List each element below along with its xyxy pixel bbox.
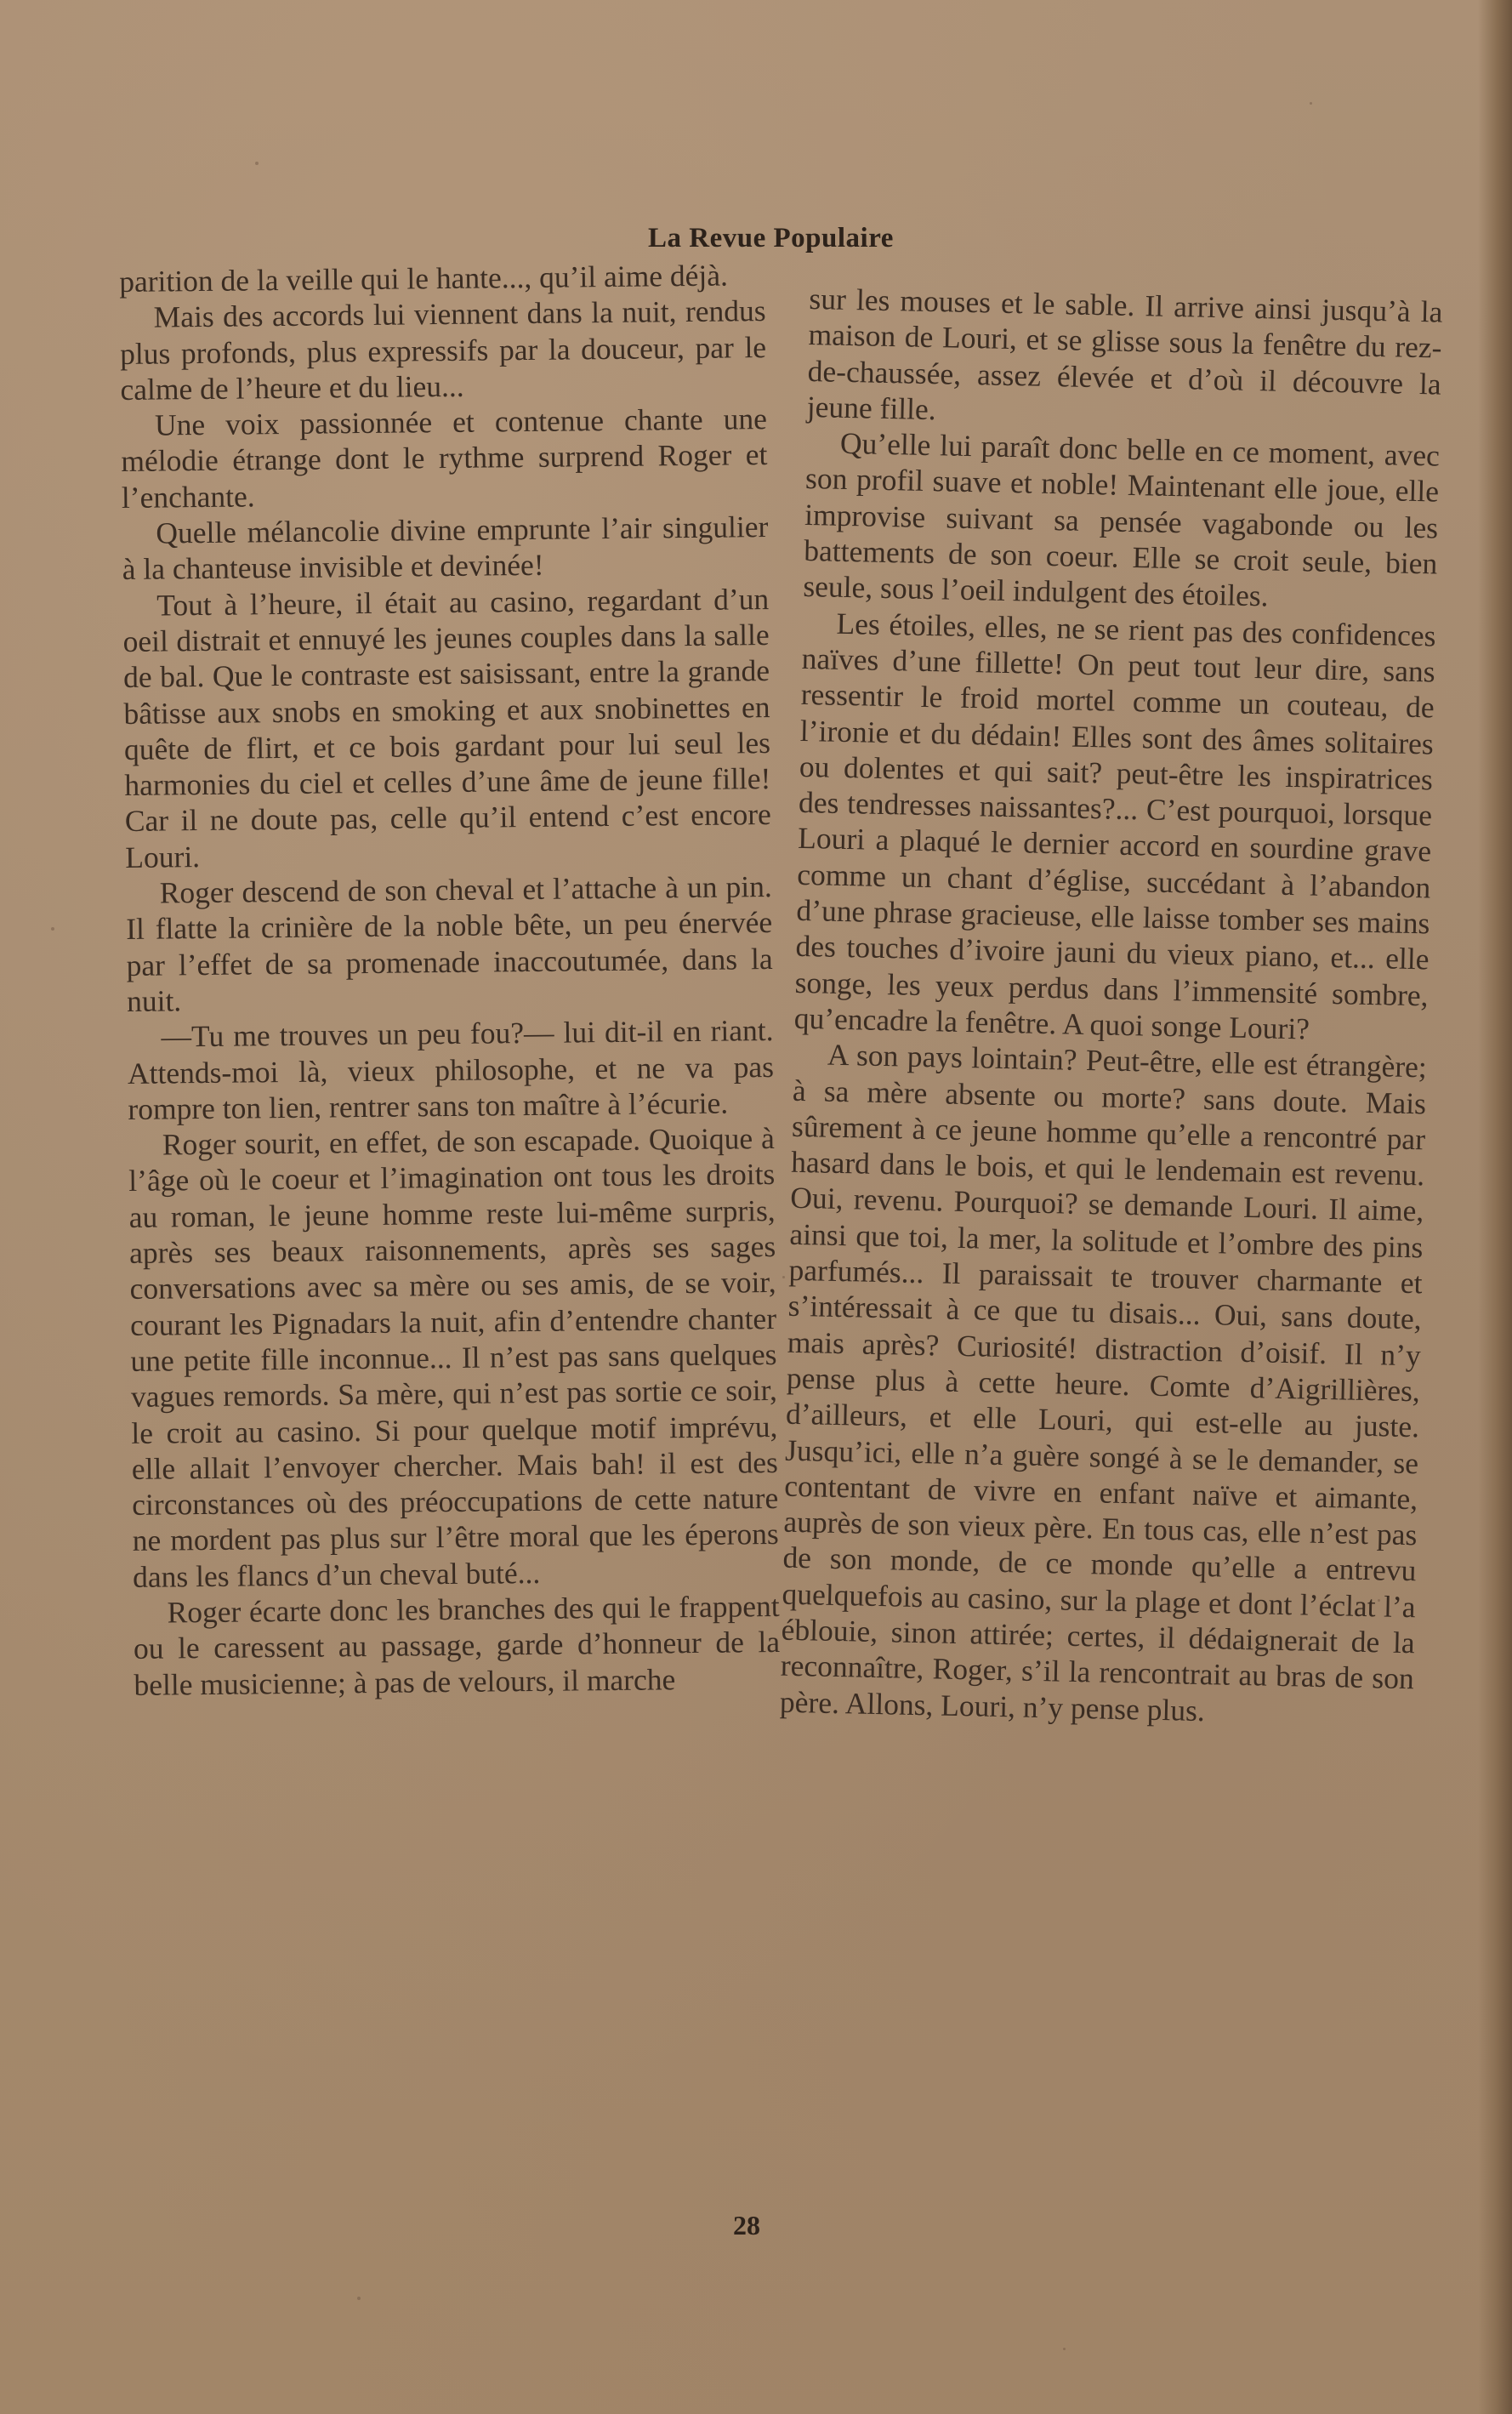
paragraph: Roger sourit, en effet, de son escapade. Quoique à l’âge où le coeur et l’imagination ont tous les droits au roman, le jeune homme reste lui-même surpris, après ses beaux raisonnements, après ses sages conversations avec sa mère ou ses amis, de se voir, courant les Pignadars la nuit, afin d’entendre chanter une petite fille inconnue... Il n’est pas sans quelques vagues remords. Sa mère, qui n’est pas sortie ce soir, le croit au casino. Si pour quelque motif imprévu, elle allait l’envoyer chercher. Mais bah! il est des circonstances où des préoccupations de cette nature ne mordent pas plus sur l’être moral que les éperons dans les flancs d’un cheval buté... (128, 1121, 779, 1594)
paragraph: Roger écarte donc les branches des qui le frappent ou le caressent au passage, garde d’honneur de la belle musicienne; à pas de velours, il marche (133, 1588, 781, 1702)
left-column (119, 257, 781, 1703)
paragraph: A son pays lointain? Peut-être, elle est étrangère; à sa mère absente ou morte? sans doute. Mais sûrement à ce jeune homme qu’elle a rencontré par hasard dans le bois, et qui le lendemain est revenu. Oui, revenu. Pourquoi? se demande Louri. Il aime, ainsi que toi, la mer, la solitude et l’ombre des pins parfumés... Il paraissait te trouver charmante et s’intéressait à ce que tu disais... Oui, sans doute, mais après? Curiosité! distraction d’oisif. Il n’y pense plus à cette heure. Comte d’Aigrillières, d’ailleurs, et elle Louri, qui est-elle au juste. Jusqu’ici, elle n’a guère songé à se le demander, se contentant de vivre en enfant naïve et aimante, auprès de son vieux père. En tous cas, elle n’est pas de son monde, de ce monde qu’elle a entrevu quelquefois au casino, sur la plage et dont l’éclat l’a éblouie, sinon attirée; certes, il dédaignerait de la reconnaître, Roger, s’il la rencontrait au bras de son père. Allons, Louri, n’y pense plus. (779, 1037, 1428, 1728)
paragraph: Une voix passionnée et contenue chante une mélodie étrange dont le rythme surprend Roger et l’enchante. (121, 401, 768, 515)
right-column (780, 281, 1443, 1733)
paragraph: Tout à l’heure, il était au casino, regardant d’un oeil distrait et ennuyé les jeunes couples dans la salle de bal. Que le contraste est saisissant, entre la grande bâtisse aux snobs en smoking et aux snobinettes en quête de flirt, et ce bois gardant pour lui seul les harmonies du ciel et celles d’une âme de jeune fille! Car il ne doute pas, celle qu’il entend c’est encore Louri. (122, 581, 772, 874)
paragraph: Mais des accords lui viennent dans la nuit, rendus plus profonds, plus expressifs par la douceur, par le calme de l’heure et du lieu... (119, 293, 767, 407)
paragraph: —Tu me trouves un peu fou?— lui dit-il en riant. Attends-moi là, vieux philosophe, et ne va pas rompre ton lien, rentrer sans ton maître à l’écurie. (127, 1013, 775, 1126)
paragraph: Quelle mélancolie divine emprunte l’air singulier à la chanteuse invisible et devinée! (122, 510, 769, 587)
page-number: 28 (733, 2210, 760, 2240)
page-edge-shadow (1478, 0, 1512, 2414)
paragraph: Les étoiles, elles, ne se rient pas des confidences naïves d’une fillette! On peut tout leur dire, sans ressentir le froid mortel comme un couteau, de l’ironie et du dédain! Elles sont des âmes solitaires ou dolentes et qui sait? peut-être les inspiratrices des tendresses naissantes?... C’est pourquoi, lorsque Louri a plaqué le dernier accord en sourdine grave comme un chant d’église, succédant à l’abandon d’une phrase gracieuse, elle laisse tomber ses mains des touches d’ivoire jauni du vieux piano, et... elle songe, les yeux perdus dans l’immensité sombre, qu’encadre la fenêtre. A quoi songe Louri? (793, 606, 1436, 1046)
running-header: La Revue Populaire (648, 223, 894, 253)
paragraph: parition de la veille qui le hante..., qu’il aime déjà. (119, 258, 729, 299)
paragraph: Qu’elle lui paraît donc belle en ce moment, avec son profil suave et noble! Maintenant elle joue, elle improvise suivant sa pensée vagabonde ou les battements de son coeur. Elle se croit seule, bien seule, sous l’oeil indulgent des étoiles. (803, 425, 1441, 613)
paragraph: Roger descend de son cheval et l’attache à un pin. Il flatte la crinière de la noble bête, un peu énervée par l’effet de sa promenade inaccoutumée, dans la nuit. (125, 869, 773, 1018)
paragraph: sur les mouses et le sable. Il arrive ainsi jusqu’à la maison de Louri, et se glisse sous la fenêtre du rez-de-chaussée, assez élevée et d’où il découvre la jeune fille. (806, 281, 1443, 427)
